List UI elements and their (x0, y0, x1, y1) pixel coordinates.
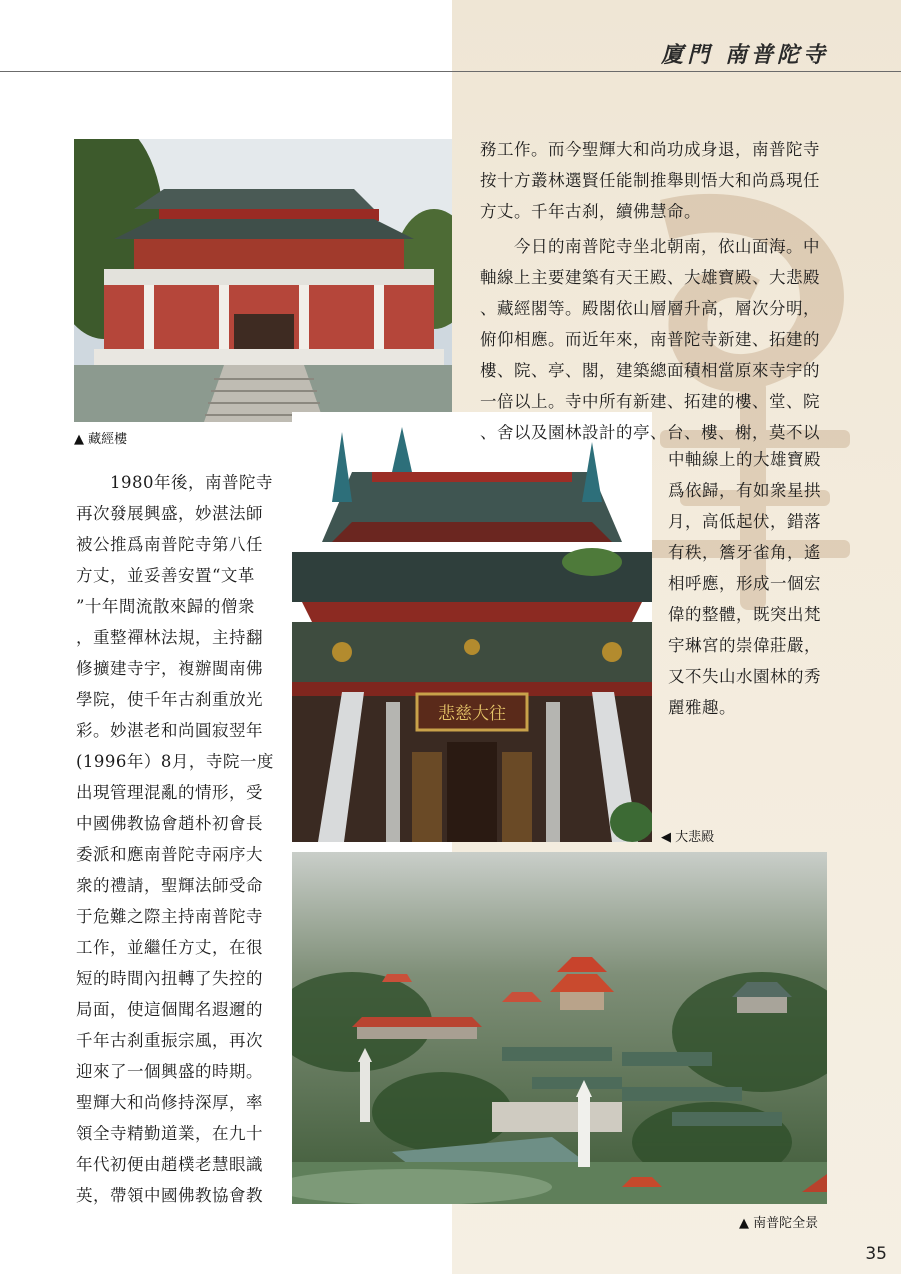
left-column-text (76, 467, 288, 1211)
right-short-column-text (668, 444, 838, 723)
text-line: 聖輝大和尚修持深厚，率 (76, 1093, 263, 1112)
right-column-text (480, 134, 840, 448)
text-line: 宇琳宮的崇偉莊嚴， (668, 636, 821, 655)
text-line: 俯仰相應。而近年來，南普陀寺新建、拓建的 (480, 330, 820, 349)
text-line: 再次發展興盛，妙湛法師 (76, 504, 263, 523)
text-line: 、藏經閣等。殿閣依山層層升高，層次分明， (480, 299, 820, 318)
panorama-photo (292, 852, 827, 1204)
text-line: 千年古刹重振宗風，再次 (76, 1031, 263, 1050)
text-line: 爲依歸，有如衆星拱 (668, 481, 821, 500)
text-line: ”十年間流散來歸的僧衆 (76, 597, 255, 616)
text-line: 衆的禮請，聖輝法師受命 (76, 876, 263, 895)
text-line: ，重整禪林法規，主持翻 (76, 628, 263, 647)
text-line: 樓、院、亭、閣，建築總面積相當原來寺宇的 (480, 361, 820, 380)
text-line: 英，帶領中國佛教協會教 (76, 1186, 263, 1205)
text-line: 迎來了一個興盛的時期。 (76, 1062, 263, 1081)
panorama-caption: ▲ 南普陀全景 (739, 1216, 819, 1231)
text-line: 修擴建寺宇，複辦閩南佛 (76, 659, 263, 678)
text-line: 方丈，並妥善安置“文革 (76, 566, 255, 585)
text-line: 被公推爲南普陀寺第八任 (76, 535, 263, 554)
text-line: 一倍以上。寺中所有新建、拓建的樓、堂、院 (480, 392, 820, 411)
text-line: 月，高低起伏，錯落 (668, 512, 821, 531)
text-line: 又不失山水園林的秀 (668, 667, 821, 686)
text-line: 中軸線上的大雄寶殿 (668, 450, 821, 469)
text-line: 委派和應南普陀寺兩序大 (76, 845, 263, 864)
sutra-library-photo (74, 139, 452, 422)
text-line: 于危難之際主持南普陀寺 (76, 907, 263, 926)
great-compassion-hall-caption: ◀ 大悲殿 (661, 830, 715, 845)
page-number: 35 (865, 1244, 887, 1264)
text-line: 有秩，簷牙雀角，遙 (668, 543, 821, 562)
text-line: 偉的整體，既突出梵 (668, 605, 821, 624)
text-line: 出現管理混亂的情形，受 (76, 783, 263, 802)
text-line: 方丈。千年古刹，續佛慧命。 (480, 202, 701, 221)
header-rule (0, 71, 901, 72)
text-line: (1996年）8月，寺院一度 (76, 752, 274, 771)
text-line: 彩。妙湛老和尚圓寂翌年 (76, 721, 263, 740)
great-compassion-hall-photo (292, 412, 652, 842)
sutra-library-caption: ▲ 藏經樓 (74, 432, 128, 447)
text-line: 1980年後，南普陀寺 (76, 473, 273, 492)
text-line: 工作，並繼任方丈，在很 (76, 938, 263, 957)
text-line: 學院，使千年古刹重放光 (76, 690, 263, 709)
text-line: 短的時間內扭轉了失控的 (76, 969, 263, 988)
header-title: 廈門 南普陀寺 (661, 42, 829, 68)
text-line: 年代初便由趙樸老慧眼識 (76, 1155, 263, 1174)
text-line: 按十方叢林選賢任能制推舉則悟大和尚爲現任 (480, 171, 820, 190)
text-line: 務工作。而今聖輝大和尚功成身退，南普陀寺 (480, 140, 820, 159)
text-line: 今日的南普陀寺坐北朝南，依山面海。中 (480, 237, 820, 256)
text-line: 局面，使這個聞名遐邇的 (76, 1000, 263, 1019)
text-line: 相呼應，形成一個宏 (668, 574, 821, 593)
text-line: 領全寺精勤道業，在九十 (76, 1124, 263, 1143)
text-line: 、舍以及園林設計的亭、台、樓、榭，莫不以 (480, 423, 820, 442)
text-line: 麗雅趣。 (668, 698, 736, 717)
text-line: 軸線上主要建築有天王殿、大雄寶殿、大悲殿 (480, 268, 820, 287)
text-line: 中國佛教協會趙朴初會長 (76, 814, 263, 833)
signboard-text: 悲慈大往 (438, 704, 506, 724)
